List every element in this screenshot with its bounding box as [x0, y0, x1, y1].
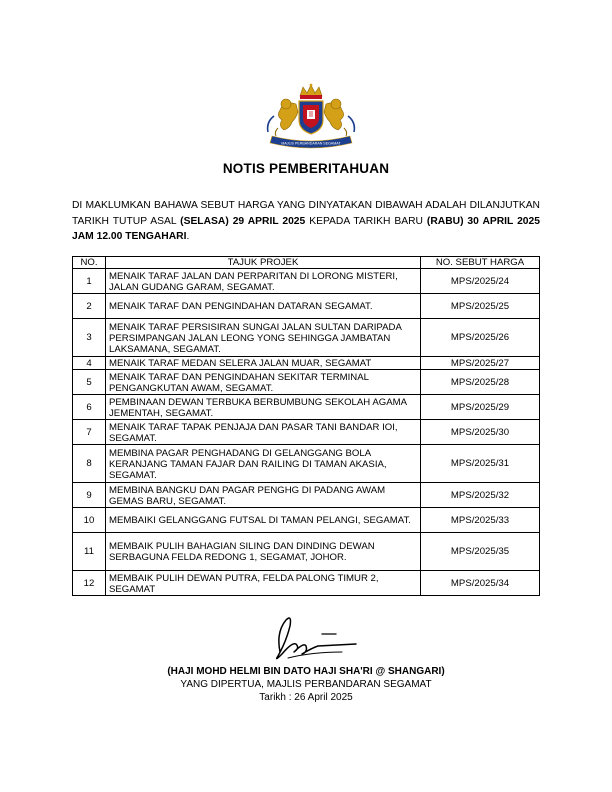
table-row [73, 370, 540, 395]
table-row [73, 445, 540, 483]
table-row [73, 294, 540, 319]
quotation-number: MPS/2025/35 [421, 533, 540, 571]
project-title: PEMBINAAN DEWAN TERBUKA BERBUMBUNG SEKOLAH AGAMA JEMENTAH, SEGAMAT. [106, 395, 421, 420]
project-title: MEMBAIKI GELANGGANG FUTSAL DI TAMAN PELANGI, SEGAMAT. [106, 508, 421, 533]
project-title: MENAIK TARAF DAN PENGINDAHAN SEKITAR TERMINAL PENGANGKUTAN AWAM, SEGAMAT. [106, 370, 421, 395]
row-number: 4 [73, 357, 106, 370]
table-row [73, 319, 540, 357]
crown-icon [300, 84, 322, 99]
row-number: 10 [73, 508, 106, 533]
row-number: 9 [73, 483, 106, 508]
project-title: MENAIK TARAF DAN PENGINDAHAN DATARAN SEGAMAT. [106, 294, 421, 319]
row-number: 8 [73, 445, 106, 483]
council-crest-logo [262, 82, 360, 152]
right-supporter-icon [324, 99, 347, 136]
left-supporter-icon [275, 99, 298, 136]
motto-ribbon [270, 136, 352, 148]
quotation-number: MPS/2025/30 [421, 420, 540, 445]
quotation-number: MPS/2025/26 [421, 319, 540, 357]
table-row [73, 508, 540, 533]
paragraph-middle: KEPADA TARIKH BARU [305, 215, 427, 227]
quotation-number: MPS/2025/31 [421, 445, 540, 483]
paragraph-end: . [186, 231, 190, 242]
quotation-number: MPS/2025/25 [421, 294, 540, 319]
table-row [73, 533, 540, 571]
row-number: 2 [73, 294, 106, 319]
row-number: 1 [73, 269, 106, 294]
project-title: MENAIK TARAF PERSISIRAN SUNGAI JALAN SULTAN DARIPADA PERSIMPANGAN JALAN LEONG YONG SEHINGGA JAMBATAN LAKSAMANA, SEGAMAT. [106, 319, 421, 357]
project-title: MEMBINA BANGKU DAN PAGAR PENGHG DI PADANG AWAM GEMAS BARU, SEGAMAT. [106, 483, 421, 508]
header-no: NO. [73, 257, 106, 269]
svg-text:MAJLIS PERBANDARAN SEGAMAT: MAJLIS PERBANDARAN SEGAMAT [281, 141, 341, 146]
project-title: MENAIK TARAF JALAN DAN PERPARITAN DI LORONG MISTERI, JALAN GUDANG GARAM, SEGAMAT. [106, 269, 421, 294]
table-row [73, 483, 540, 508]
project-title: MENAIK TARAF MEDAN SELERA JALAN MUAR, SEGAMAT [106, 357, 421, 370]
project-title: MEMBAIK PULIH BAHAGIAN SILING DAN DINDING DEWAN SERBAGUNA FELDA REDONG 1, SEGAMAT, JOHOR. [106, 533, 421, 571]
project-title: MEMBINA PAGAR PENGHADANG DI GELANGGANG BOLA KERANJANG TAMAN FAJAR DAN RAILING DI TAMAN AKASIA, SEGAMAT. [106, 445, 421, 483]
original-closing-date: (SELASA) 29 APRIL 2025 [180, 215, 306, 227]
table-row [73, 357, 540, 370]
header-quotation-number: NO. SEBUT HARGA [421, 257, 540, 269]
quotation-number: MPS/2025/28 [421, 370, 540, 395]
new-closing-date: (RABU) 30 APRIL 2025 JAM 12.00 TENGAHARI [72, 215, 540, 242]
row-number: 12 [73, 571, 106, 596]
row-number: 5 [73, 370, 106, 395]
table-header-row [73, 257, 540, 269]
table-row [73, 571, 540, 596]
row-number: 7 [73, 420, 106, 445]
table-row [73, 269, 540, 294]
row-number: 3 [73, 319, 106, 357]
notice-title: NOTIS PEMBERITAHUAN [222, 161, 390, 176]
signer-position: YANG DIPERTUA, MAJLIS PERBANDARAN SEGAMAT [180, 679, 432, 690]
paragraph-intro: DI MAKLUMKAN BAHAWA SEBUT HARGA YANG DINYATAKAN DIBAWAH ADALAH DILANJUTKAN TARIKH TUTUP ASAL [72, 200, 540, 227]
quotation-table [72, 256, 540, 596]
quotation-number: MPS/2025/29 [421, 395, 540, 420]
row-number: 6 [73, 395, 106, 420]
quotation-number: MPS/2025/34 [421, 571, 540, 596]
quotation-number: MPS/2025/33 [421, 508, 540, 533]
shield-icon [299, 101, 323, 134]
quotation-number: MPS/2025/32 [421, 483, 540, 508]
signer-name: (HAJI MOHD HELMI BIN DATO HAJI SHA'RI @ SHANGARI) [167, 666, 445, 677]
notice-date: Tarikh : 26 April 2025 [259, 692, 353, 703]
table-row [73, 420, 540, 445]
project-title: MEMBAIK PULIH DEWAN PUTRA, FELDA PALONG TIMUR 2, SEGAMAT [106, 571, 421, 596]
quotation-number: MPS/2025/27 [421, 357, 540, 370]
header-project-title: TAJUK PROJEK [106, 257, 421, 269]
quotation-number: MPS/2025/24 [421, 269, 540, 294]
table-row [73, 395, 540, 420]
project-title: MENAIK TARAF TAPAK PENJAJA DAN PASAR TANI BANDAR IOI, SEGAMAT. [106, 420, 421, 445]
row-number: 11 [73, 533, 106, 571]
notice-paragraph [72, 198, 540, 245]
handwritten-signature [252, 612, 368, 664]
